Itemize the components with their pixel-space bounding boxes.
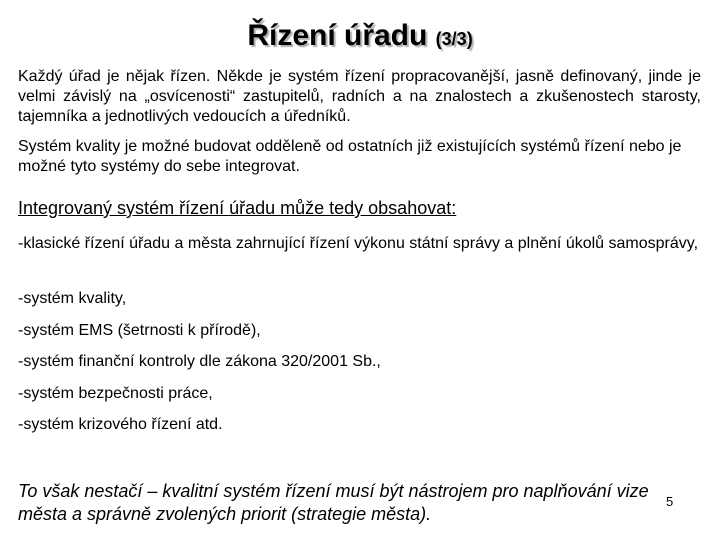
slide-title-suffix: (3/3) <box>435 29 473 49</box>
list-item: -systém krizového řízení atd. <box>18 416 223 433</box>
slide-title <box>0 18 720 57</box>
list-item: -systém EMS (šetrnosti k přírodě), <box>18 322 261 339</box>
list-item: -systém bezpečnosti práce, <box>18 385 213 402</box>
list-item: -systém finanční kontroly dle zákona 320/2001 Sb., <box>18 353 381 370</box>
page-number: 5 <box>666 494 674 509</box>
slide-title-main: Řízení úřadu <box>247 19 428 52</box>
list-heading: Integrovaný systém řízení úřadu může tedy obsahovat: <box>18 198 457 218</box>
intro-paragraph: Každý úřad je nějak řízen. Někde je systém řízení propracovanější, jasně definovaný, jinde je velmi závislý na „osvícenosti“ zastupitelů, radních a na znalostech a zkušenostech starosty, tajemníka a jednotlivých vedoucích a úředníků. <box>18 68 701 125</box>
list-item: -systém kvality, <box>18 290 127 307</box>
list-item: -klasické řízení úřadu a města zahrnující řízení výkonu státní správy a plnění úkolů samosprávy, <box>18 235 699 252</box>
conclusion-text: To však nestačí – kvalitní systém řízení musí být nástrojem pro naplňování vize města a správně zvolených priorit (strategie města). <box>18 481 649 524</box>
quality-paragraph: Systém kvality je možné budovat odděleně od ostatních již existujících systémů řízení nebo je možné tyto systémy do sebe integrovat. <box>18 138 682 175</box>
